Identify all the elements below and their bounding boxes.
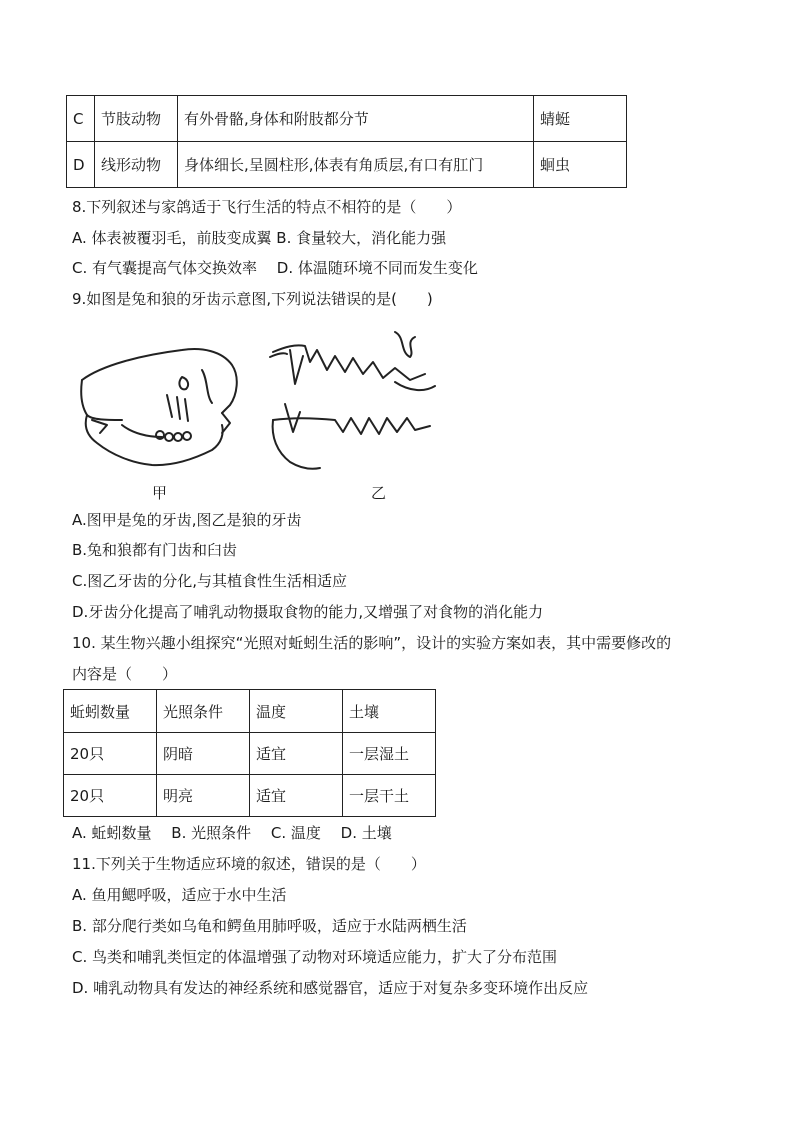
- table-header-cell: 蚯蚓数量: [64, 690, 157, 733]
- table-header-cell: 温度: [250, 690, 343, 733]
- q11-stem: 11.下列关于生物适应环境的叙述，错误的是（ ）: [72, 855, 426, 873]
- q10-stem-line2: 内容是（ ）: [72, 665, 178, 683]
- table-cell: 蜻蜓: [534, 96, 627, 142]
- table-cell: 蛔虫: [534, 142, 627, 188]
- q9-option-c: C.图乙牙齿的分化,与其植食性生活相适应: [72, 572, 348, 590]
- q10-stem-line1: 10. 某生物兴趣小组探究“光照对蚯蚓生活的影响”，设计的实验方案如表，其中需要修改的: [72, 634, 672, 652]
- q11-option-c: C. 鸟类和哺乳类恒定的体温增强了动物对环境适应能力，扩大了分布范围: [72, 948, 558, 966]
- table-cell: 适宜: [250, 733, 343, 775]
- rabbit-skull-figure: [72, 325, 262, 475]
- q9-stem: 9.如图是兔和狼的牙齿示意图,下列说法错误的是( ): [72, 290, 433, 308]
- table-cell: 阴暗: [157, 733, 250, 775]
- q8-stem: 8.下列叙述与家鸽适于飞行生活的特点不相符的是（ ）: [72, 198, 462, 216]
- table-cell: D: [67, 142, 95, 188]
- table-header-cell: 土壤: [343, 690, 436, 733]
- q11-option-d: D. 哺乳动物具有发达的神经系统和感觉器官，适应于对复杂多变环境作出反应: [72, 979, 589, 997]
- table-row: [67, 96, 627, 142]
- table-cell: C: [67, 96, 95, 142]
- table-cell: 20只: [64, 733, 157, 775]
- animal-classification-table: [66, 95, 627, 188]
- q9-option-d: D.牙齿分化提高了哺乳动物摄取食物的能力,又增强了对食物的消化能力: [72, 603, 544, 621]
- table-cell: 有外骨骼,身体和附肢都分节: [178, 96, 534, 142]
- q11-option-a: A. 鱼用鳃呼吸，适应于水中生活: [72, 886, 287, 904]
- q9-option-b: B.兔和狼都有门齿和臼齿: [72, 541, 238, 559]
- experiment-table: [63, 689, 436, 817]
- table-cell: 明亮: [157, 775, 250, 817]
- table-cell: 一层湿土: [343, 733, 436, 775]
- q9-option-a: A.图甲是兔的牙齿,图乙是狼的牙齿: [72, 511, 302, 529]
- q8-options-ab: A. 体表被覆羽毛，前肢变成翼 B. 食量较大，消化能力强: [72, 229, 447, 247]
- table-cell: 节肢动物: [95, 96, 178, 142]
- table-row: [67, 142, 627, 188]
- wolf-teeth-figure: [265, 322, 450, 477]
- q11-option-b: B. 部分爬行类如乌龟和鳄鱼用肺呼吸，适应于水陆两栖生活: [72, 917, 467, 935]
- table-header-cell: 光照条件: [157, 690, 250, 733]
- figure-label-yi: 乙: [371, 484, 387, 502]
- table-row: [64, 733, 436, 775]
- table-header-row: [64, 690, 436, 733]
- table-cell: 一层干土: [343, 775, 436, 817]
- figure-label-jia: 甲: [152, 484, 168, 502]
- table-cell: 适宜: [250, 775, 343, 817]
- table-cell: 线形动物: [95, 142, 178, 188]
- q10-options: A. 蚯蚓数量 B. 光照条件 C. 温度 D. 土壤: [72, 824, 392, 842]
- table-cell: 身体细长,呈圆柱形,体表有角质层,有口有肛门: [178, 142, 534, 188]
- q8-options-cd: C. 有气囊提高气体交换效率 D. 体温随环境不同而发生变化: [72, 259, 478, 277]
- table-row: [64, 775, 436, 817]
- table-cell: 20只: [64, 775, 157, 817]
